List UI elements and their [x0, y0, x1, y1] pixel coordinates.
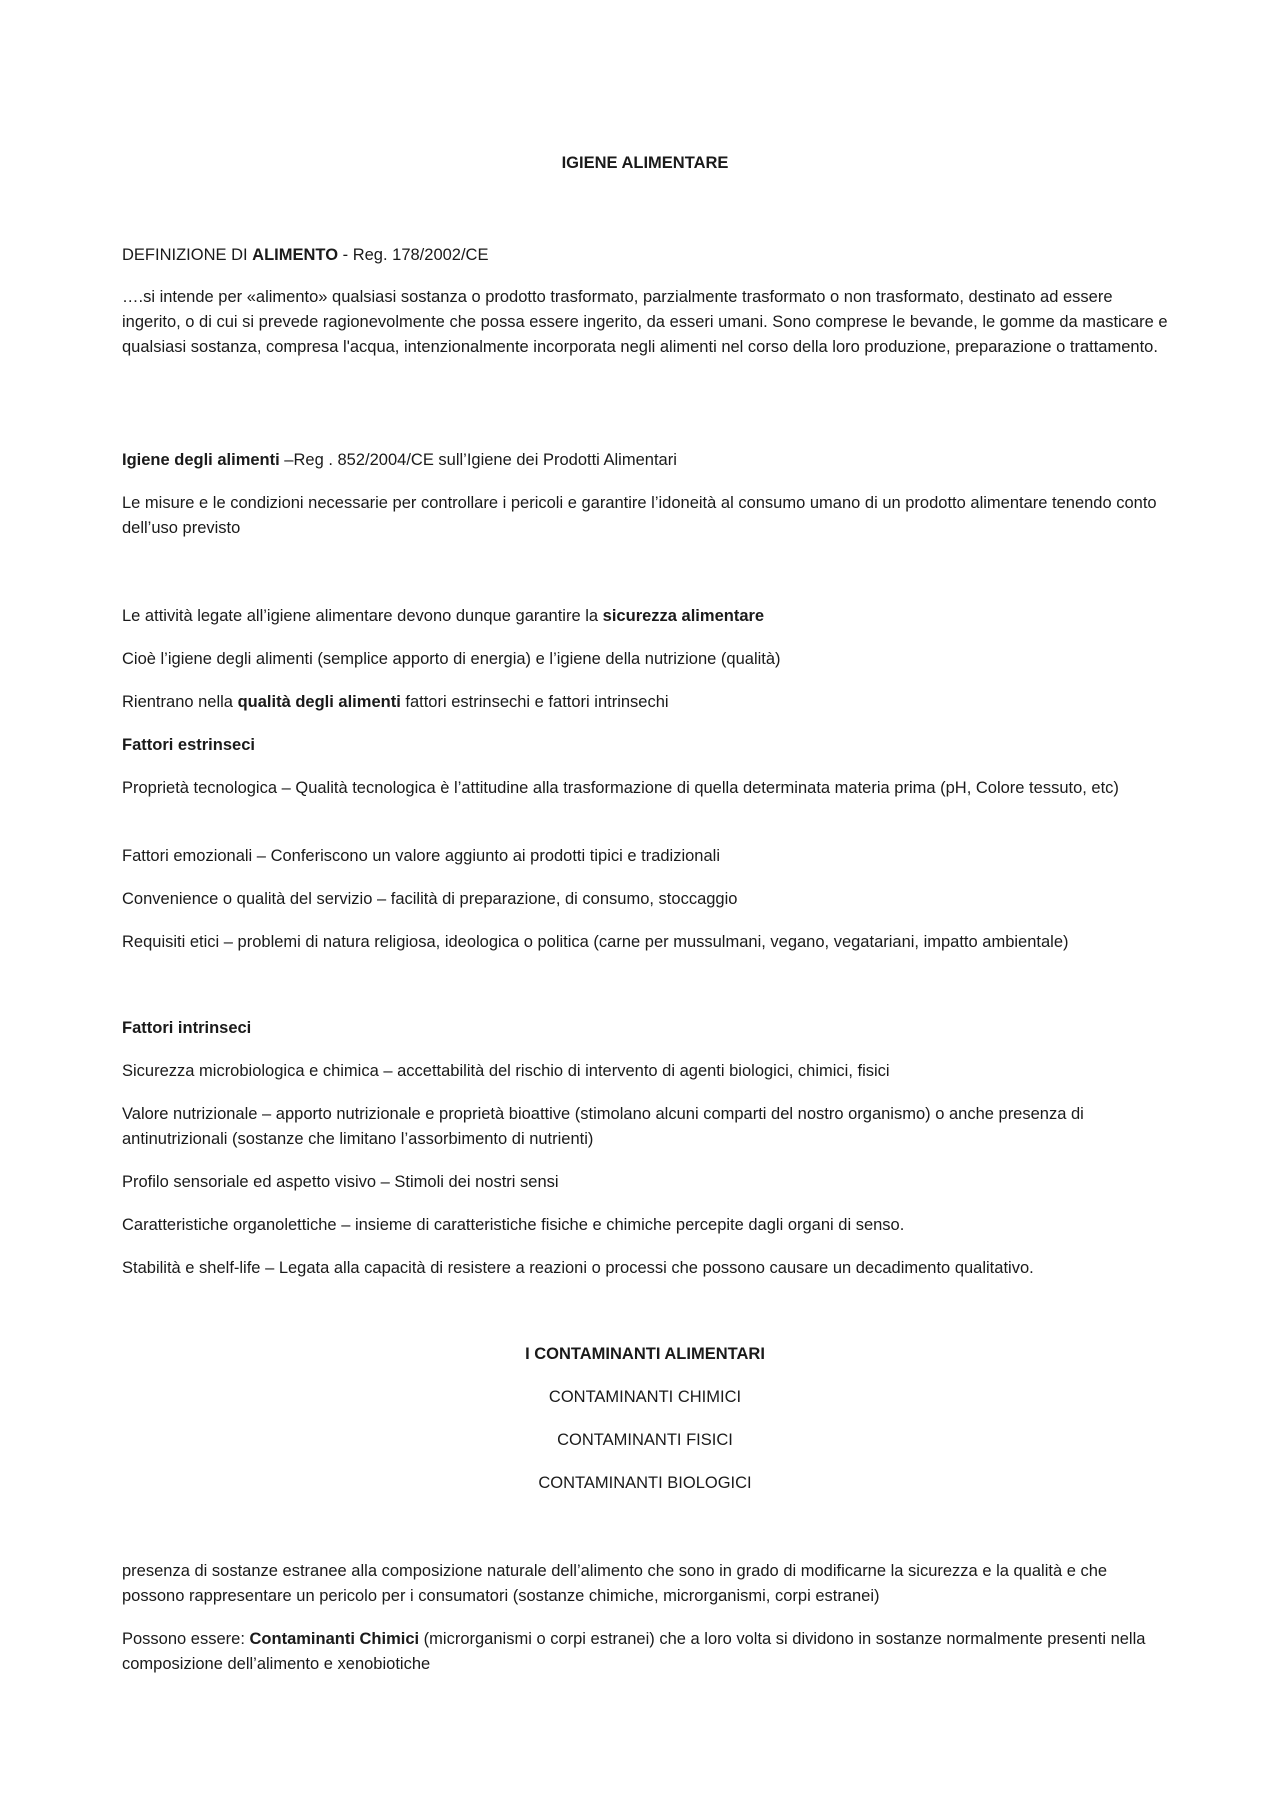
intrinseci-heading-text: Fattori intrinseci — [122, 1019, 252, 1037]
igiene-paragraph: Le misure e le condizioni necessarie per controllare i pericoli e garantire l’idoneità al consumo umano di un prodotto alimentare tenendo conto dell’uso previsto — [122, 494, 1157, 537]
rientrano-bold: qualità degli alimenti — [237, 693, 401, 711]
definizione-paragraph: ….si intende per «alimento» qualsiasi sostanza o prodotto trasformato, parzialmente trasformato o non trasformato, destinato ad essere ingerito, o di cui si prevede ragionevolmente che possa essere ingerito, da esseri umani. Sono comprese le bevande, le gomme da masticare e qualsiasi sostanza, compresa l'acqua, intenzionalmente incorporata negli alimenti nel corso della loro produzione, preparazione o trattamento. — [122, 288, 1168, 356]
presenza-paragraph: presenza di sostanze estranee alla composizione naturale dell’alimento che sono in grado di modificarne la sicurezza e la qualità e che possono rappresentare un pericolo per i consumatori (sostanze chimiche, microrganismi, corpi estranei) — [122, 1562, 1108, 1605]
estrinseci-heading — [122, 733, 1168, 758]
possono-suffix: (microrganismi o corpi estranei) che a loro volta si dividono in sostanze normalmente presenti nella composizione dell’alimento e xenobiotiche — [122, 1630, 1146, 1673]
intrinseci-item: Sicurezza microbiologica e chimica – accettabilità del rischio di intervento di agenti biologici, chimici, fisici — [122, 1062, 890, 1080]
estrinseci-item: Proprietà tecnologica – Qualità tecnologica è l’attitudine alla trasformazione di quella determinata materia prima (pH, Colore tessuto, etc) — [122, 779, 1119, 797]
sicurezza-bold: sicurezza alimentare — [602, 607, 765, 625]
intrinseci-item: Valore nutrizionale – apporto nutrizionale e proprietà bioattive (stimolano alcuni comparti del nostro organismo) o anche presenza di antinutrizionali (sostanze che limitano l’assorbimento di nutrienti) — [122, 1105, 1084, 1148]
intrinseci-heading — [122, 1016, 1168, 1041]
definizione-heading-bold: ALIMENTO — [252, 246, 339, 264]
intrinseci-item: Stabilità e shelf-life – Legata alla capacità di resistere a reazioni o processi che possono causare un decadimento qualitativo. — [122, 1259, 1034, 1277]
estrinseci-heading-text: Fattori estrinseci — [122, 736, 255, 754]
possono-prefix: Possono essere: — [122, 1630, 250, 1648]
rientrano-prefix: Rientrano nella — [122, 693, 238, 711]
estrinseci-item: Convenience o qualità del servizio – facilità di preparazione, di consumo, stoccaggio — [122, 890, 738, 908]
definizione-heading — [122, 243, 1168, 268]
contaminanti-item: CONTAMINANTI FISICI — [557, 1431, 733, 1449]
igiene-heading — [122, 448, 1168, 473]
possono-paragraph — [122, 1627, 1168, 1677]
rientrano-paragraph — [122, 690, 1168, 715]
estrinseci-item: Fattori emozionali – Conferiscono un valore aggiunto ai prodotti tipici e tradizionali — [122, 847, 720, 865]
definizione-heading-prefix: DEFINIZIONE DI — [122, 246, 253, 264]
estrinseci-item: Requisiti etici – problemi di natura religiosa, ideologica o politica (carne per mussulmani, vegano, vegatariani, impatto ambientale) — [122, 933, 1069, 951]
intrinseci-item: Caratteristiche organolettiche – insieme di caratteristiche fisiche e chimiche percepite dagli organi di senso. — [122, 1216, 905, 1234]
igiene-heading-suffix: –Reg . 852/2004/CE sull’Igiene dei Prodotti Alimentari — [284, 451, 677, 469]
possono-bold: Contaminanti Chimici — [249, 1630, 420, 1648]
contaminanti-title: I CONTAMINANTI ALIMENTARI — [525, 1345, 765, 1363]
contaminanti-item: CONTAMINANTI CHIMICI — [548, 1388, 742, 1406]
cioe-paragraph: Cioè l’igiene degli alimenti (semplice apporto di energia) e l’igiene della nutrizione (qualità) — [122, 650, 781, 668]
igiene-heading-bold: Igiene degli alimenti — [122, 451, 285, 469]
definizione-heading-suffix: - Reg. 178/2002/CE — [338, 246, 489, 264]
document-page — [122, 0, 1168, 1811]
sicurezza-paragraph — [122, 604, 1168, 629]
intrinseci-item: Profilo sensoriale ed aspetto visivo – Stimoli dei nostri sensi — [122, 1173, 559, 1191]
rientrano-suffix: fattori estrinsechi e fattori intrinsechi — [400, 693, 669, 711]
contaminanti-item: CONTAMINANTI BIOLOGICI — [538, 1474, 752, 1492]
sicurezza-prefix: Le attività legate all’igiene alimentare devono dunque garantire la — [122, 607, 603, 625]
document-title: IGIENE ALIMENTARE — [561, 154, 729, 172]
